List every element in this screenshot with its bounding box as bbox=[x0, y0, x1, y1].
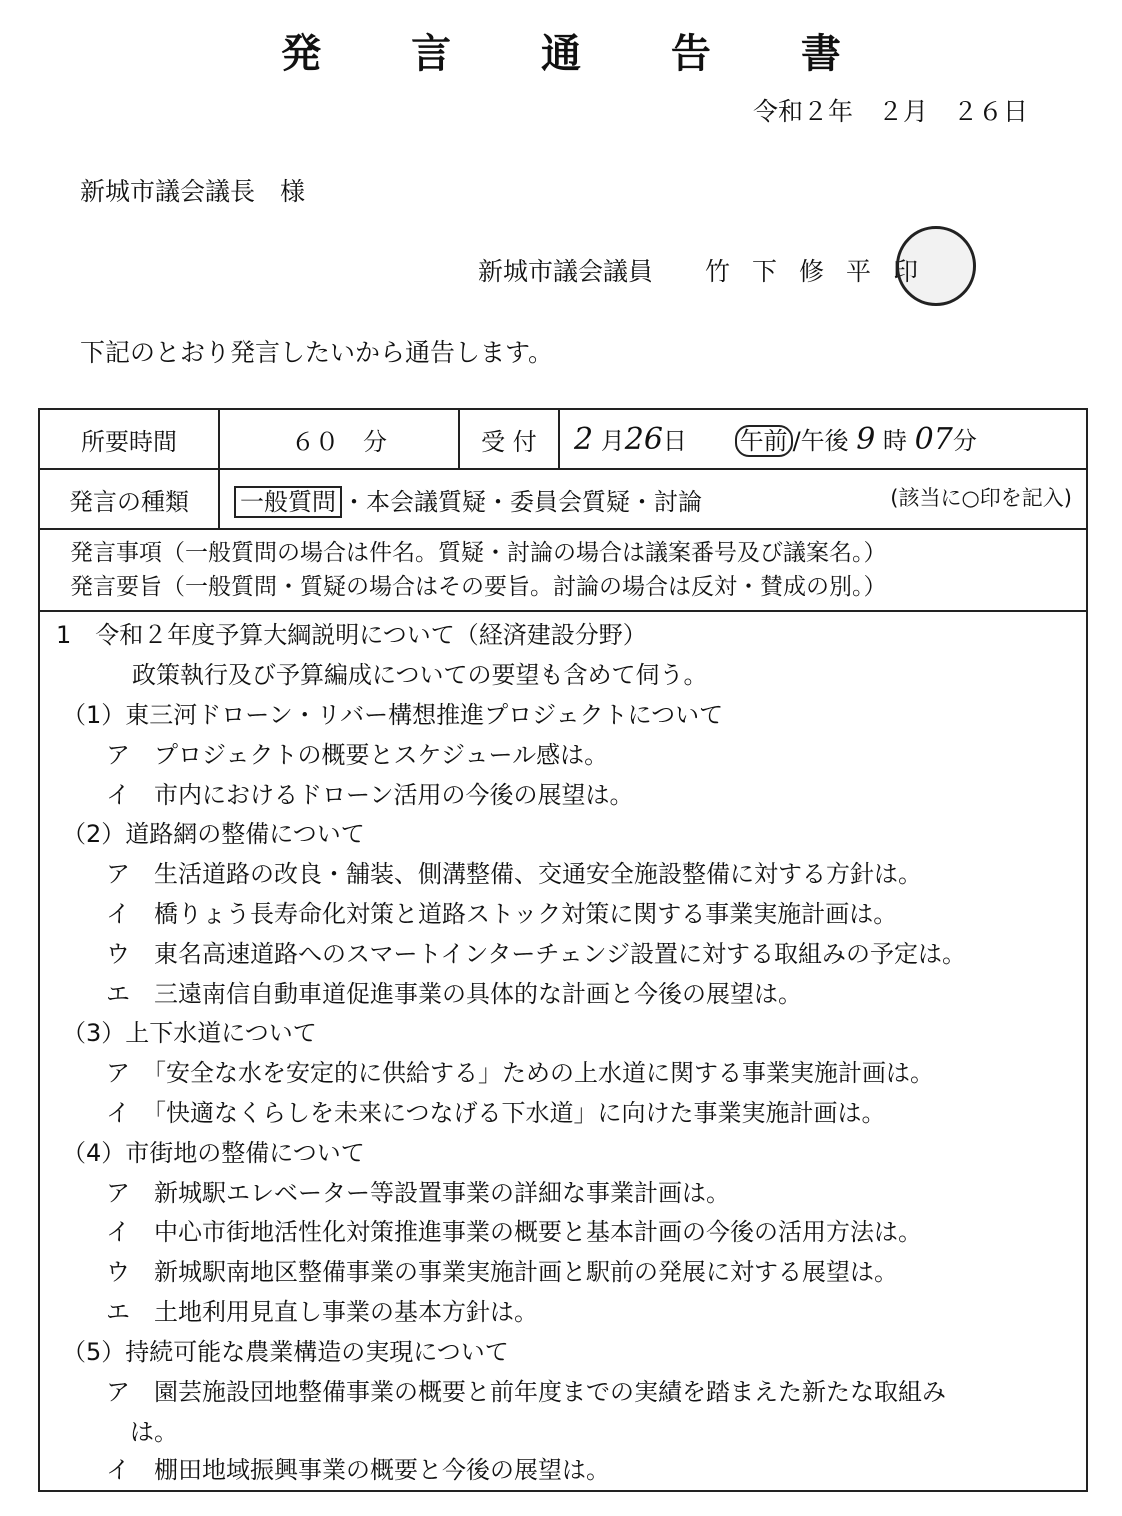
type-label: 発言の種類 bbox=[39, 469, 219, 529]
body-line: イ 中心市街地活性化対策推進事業の概要と基本計画の今後の活用方法は。 bbox=[106, 1218, 922, 1246]
reception-day: 26 bbox=[624, 422, 663, 457]
type-value bbox=[219, 469, 1087, 529]
body-line: イ 棚田地域振興事業の概要と今後の展望は。 bbox=[106, 1456, 610, 1484]
required-time-label: 所要時間 bbox=[39, 409, 219, 469]
reception-minute: 07 bbox=[914, 422, 953, 457]
reception-month: 2 bbox=[574, 422, 594, 457]
notice-instructions bbox=[38, 530, 1088, 612]
type-selected: 一般質問 bbox=[234, 486, 342, 518]
reception-am: 午前 bbox=[735, 425, 793, 457]
body-line: ウ 新城駅南地区整備事業の事業実施計画と駅前の発展に対する展望は。 bbox=[106, 1258, 898, 1286]
document-title: 発 言 通 告 書 bbox=[281, 31, 879, 77]
body-line: イ 橋りょう長寿命化対策と道路ストック対策に関する事業実施計画は。 bbox=[106, 900, 898, 928]
form-row-time bbox=[39, 409, 1087, 469]
body-line: （5）持続可能な農業構造の実現について bbox=[62, 1338, 509, 1366]
statement-body bbox=[38, 612, 1088, 1492]
notice-line-2: 発言要旨（一般質問・質疑の場合はその要旨。討論の場合は反対・賛成の別。） bbox=[70, 574, 887, 600]
body-line: （1）東三河ドローン・リバー構想推進プロジェクトについて bbox=[62, 701, 724, 729]
notice-line-1: 発言事項（一般質問の場合は件名。質疑・討論の場合は議案番号及び議案名。） bbox=[70, 540, 887, 566]
reception-hour: 9 bbox=[856, 422, 876, 457]
body-line: 1 令和２年度予算大綱説明について（経済建設分野） bbox=[56, 621, 647, 649]
body-line: は。 bbox=[130, 1418, 178, 1446]
sender-role: 新城市議会議員 bbox=[478, 257, 654, 286]
required-time-value: ６０ 分 bbox=[219, 409, 459, 469]
body-line: エ 三遠南信自動車道促進事業の具体的な計画と今後の展望は。 bbox=[106, 980, 802, 1008]
notice-form-table bbox=[38, 408, 1088, 530]
seal-suffix: 印 bbox=[893, 257, 919, 286]
body-line: ア プロジェクトの概要とスケジュール感は。 bbox=[106, 741, 609, 769]
intro-text: 下記のとおり発言したいから通告します。 bbox=[80, 338, 554, 367]
body-line: イ 「快適なくらしを未来につなげる下水道」に向けた事業実施計画は。 bbox=[106, 1099, 886, 1127]
submission-date: 令和２年 ２月 ２６日 bbox=[752, 97, 1028, 126]
reception-pm: 午後 bbox=[800, 427, 849, 455]
body-line: ア 「安全な水を安定的に供給する」ための上水道に関する事業実施計画は。 bbox=[106, 1059, 934, 1087]
body-line: ア 新城駅エレベーター等設置事業の詳細な事業計画は。 bbox=[106, 1179, 730, 1207]
form-row-type bbox=[39, 469, 1087, 529]
reception-label: 受 付 bbox=[459, 409, 559, 469]
body-line: ア 園芸施設団地整備事業の概要と前年度までの実績を踏まえた新たな取組み bbox=[106, 1378, 946, 1406]
type-options: ・本会議質疑・委員会質疑・討論 bbox=[342, 487, 702, 516]
type-note: (該当に○印を記入) bbox=[890, 485, 1072, 510]
body-line: ア 生活道路の改良・舗装、側溝整備、交通安全施設整備に対する方針は。 bbox=[106, 860, 922, 888]
body-line: エ 土地利用見直し事業の基本方針は。 bbox=[106, 1298, 538, 1326]
seal-stamp-icon bbox=[896, 226, 976, 306]
addressee: 新城市議会議長 様 bbox=[80, 177, 306, 206]
sender-line bbox=[478, 252, 918, 288]
body-line: （3）上下水道について bbox=[62, 1019, 317, 1047]
sender-name: 竹下修平 bbox=[705, 257, 894, 286]
body-line: （4）市街地の整備について bbox=[62, 1139, 365, 1167]
body-line: イ 市内におけるドローン活用の今後の展望は。 bbox=[106, 781, 634, 809]
body-line: （2）道路網の整備について bbox=[62, 820, 365, 848]
reception-value: 2 月26日 午前 /午後 9 時 07分 bbox=[559, 409, 1087, 469]
body-line: ウ 東名高速道路へのスマートインターチェンジ設置に対する取組みの予定は。 bbox=[106, 940, 967, 968]
body-line: 政策執行及び予算編成についての要望も含めて伺う。 bbox=[132, 661, 708, 689]
